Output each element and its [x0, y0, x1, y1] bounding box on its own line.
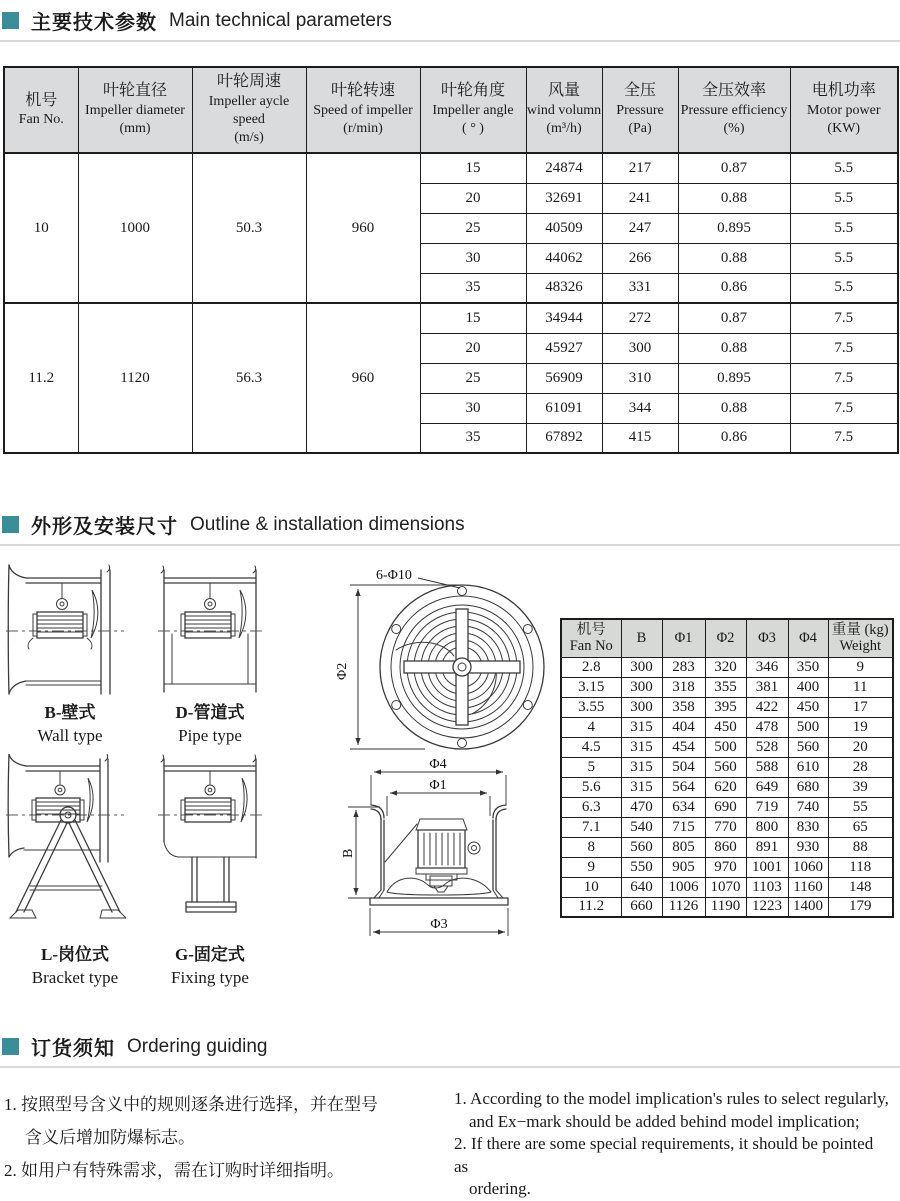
dim-table-cell: 504	[662, 757, 705, 777]
params-group-10	[4, 153, 898, 303]
bracket-type-label: L-岗位式 Bracket type	[31, 945, 119, 987]
diameter-cell: 1120	[78, 303, 192, 453]
dim-table-cell: 28	[828, 757, 893, 777]
col-header-motor-power: 电机功率 Motor power (KW)	[790, 67, 898, 153]
params-cell: 0.88	[678, 183, 790, 213]
dim-table-cell: 500	[788, 717, 828, 737]
dim-table-cell: 1160	[788, 877, 828, 897]
dim-table-cell: 39	[828, 777, 893, 797]
dim-table-cell: 118	[828, 857, 893, 877]
params-cell: 15	[420, 303, 526, 333]
ordering-note-zh-1-line1: 1. 按照型号含义中的规则逐条进行选择，并在型号	[4, 1095, 378, 1114]
params-cell: 15	[420, 153, 526, 183]
params-cell: 20	[420, 333, 526, 363]
params-cell: 415	[602, 423, 678, 453]
col-header-impeller-speed: 叶轮周速 Impeller aycle speed (m/s)	[192, 67, 306, 153]
section-title-en: Main technical parameters	[169, 9, 392, 31]
params-cell: 48326	[526, 273, 602, 303]
dim-table-row	[561, 897, 893, 917]
dim-table-row	[561, 697, 893, 717]
dim-table-cell: 8	[561, 837, 621, 857]
dim-table-cell: 6.3	[561, 797, 621, 817]
params-cell: 310	[602, 363, 678, 393]
dim-table-cell: 634	[662, 797, 705, 817]
dim-table-cell: 315	[621, 717, 662, 737]
dim-table-cell: 588	[746, 757, 788, 777]
dim-table-cell: 350	[788, 657, 828, 677]
speed-cell: 960	[306, 153, 420, 303]
dim-table-cell: 19	[828, 717, 893, 737]
dim-table-cell: 620	[705, 777, 746, 797]
dim-table-cell: 450	[705, 717, 746, 737]
dim-table-cell: 470	[621, 797, 662, 817]
dim-table-cell: 860	[705, 837, 746, 857]
section-title-en: Ordering guiding	[127, 1035, 268, 1057]
params-group-11-2	[4, 303, 898, 453]
dim-table-cell: 381	[746, 677, 788, 697]
dim-table-cell: 1060	[788, 857, 828, 877]
params-cell: 7.5	[790, 363, 898, 393]
dim-table-row	[561, 677, 893, 697]
dim-table-cell: 315	[621, 777, 662, 797]
col-header-pressure: 全压 Pressure (Pa)	[602, 67, 678, 153]
outline-drawings-area	[0, 546, 900, 1004]
dim-table-row	[561, 717, 893, 737]
dim-table-cell: 1006	[662, 877, 705, 897]
dim-table-row	[561, 777, 893, 797]
ordering-note-en-1-line2: and Ex−mark should be added behind model implication;	[469, 1111, 860, 1131]
front-view-phi2-dim: Φ2	[335, 662, 350, 680]
dim-table-cell: 540	[621, 817, 662, 837]
ordering-note-zh-2-line1: 2. 如用户有特殊需求，需在订购时详细指明。	[4, 1161, 344, 1180]
params-cell: 0.87	[678, 303, 790, 333]
speed-cell: 960	[306, 303, 420, 453]
params-cell: 5.5	[790, 213, 898, 243]
side-view-phi1-dim: Φ1	[429, 778, 447, 793]
params-cell: 32691	[526, 183, 602, 213]
params-cell: 0.86	[678, 273, 790, 303]
params-cell: 0.86	[678, 423, 790, 453]
dim-table-cell: 17	[828, 697, 893, 717]
params-cell: 30	[420, 243, 526, 273]
dim-table-cell: 346	[746, 657, 788, 677]
params-cell: 30	[420, 393, 526, 423]
dim-table-cell: 930	[788, 837, 828, 857]
dim-col-header-b: B	[621, 619, 662, 657]
side-view-phi4-dim: Φ4	[429, 758, 447, 772]
dim-table-row	[561, 817, 893, 837]
dim-table-cell: 4	[561, 717, 621, 737]
dim-col-header-phi1: Φ1	[662, 619, 705, 657]
dim-table-row	[561, 657, 893, 677]
col-header-pressure-efficiency: 全压效率 Pressure efficiency (%)	[678, 67, 790, 153]
params-cell: 331	[602, 273, 678, 303]
params-cell: 7.5	[790, 423, 898, 453]
dim-table-cell: 9	[561, 857, 621, 877]
ordering-notes-en	[454, 1088, 890, 1201]
dim-table-cell: 1190	[705, 897, 746, 917]
params-cell: 35	[420, 273, 526, 303]
fan-pipe-type-drawing	[158, 564, 262, 698]
dim-table-cell: 891	[746, 837, 788, 857]
params-cell: 0.895	[678, 363, 790, 393]
dim-table-cell: 1103	[746, 877, 788, 897]
params-cell: 20	[420, 183, 526, 213]
diameter-cell: 1000	[78, 153, 192, 303]
dim-table-cell: 1400	[788, 897, 828, 917]
dim-table-cell: 283	[662, 657, 705, 677]
dim-table-cell: 320	[705, 657, 746, 677]
dim-table-cell: 640	[621, 877, 662, 897]
params-cell: 0.88	[678, 393, 790, 423]
ordering-notes	[4, 1088, 900, 1201]
dim-table-cell: 690	[705, 797, 746, 817]
dim-col-header-fan-no: 机号 Fan No	[561, 619, 621, 657]
params-cell: 34944	[526, 303, 602, 333]
params-cell: 344	[602, 393, 678, 423]
dim-table-cell: 454	[662, 737, 705, 757]
dim-table-cell: 422	[746, 697, 788, 717]
dim-table-cell: 65	[828, 817, 893, 837]
params-cell: 241	[602, 183, 678, 213]
dim-table-cell: 10	[561, 877, 621, 897]
dim-col-header-phi3: Φ3	[746, 619, 788, 657]
dim-table-cell: 680	[788, 777, 828, 797]
dim-table-cell: 318	[662, 677, 705, 697]
params-cell: 272	[602, 303, 678, 333]
dim-table-cell: 300	[621, 697, 662, 717]
section-title-en: Outline & installation dimensions	[190, 513, 465, 535]
dim-table-cell: 1223	[746, 897, 788, 917]
col-header-impeller-diameter: 叶轮直径 Impeller diameter (mm)	[78, 67, 192, 153]
params-cell: 7.5	[790, 333, 898, 363]
dim-table-cell: 649	[746, 777, 788, 797]
params-cell: 35	[420, 423, 526, 453]
side-view-b-dim: B	[341, 848, 356, 858]
dim-table-cell: 905	[662, 857, 705, 877]
params-table	[3, 66, 899, 454]
section-bullet-icon	[2, 516, 19, 533]
aycle-speed-cell: 56.3	[192, 303, 306, 453]
dim-table-cell: 179	[828, 897, 893, 917]
params-cell: 5.5	[790, 273, 898, 303]
params-row	[4, 303, 898, 333]
dim-table-cell: 500	[705, 737, 746, 757]
fan-no-cell: 10	[4, 153, 78, 303]
section-title-zh: 订货须知	[31, 1038, 115, 1060]
col-header-rotation-speed: 叶轮转速 Speed of impeller (r/min)	[306, 67, 420, 153]
params-cell: 67892	[526, 423, 602, 453]
col-header-impeller-angle: 叶轮角度 Impeller angle ( ° )	[420, 67, 526, 153]
params-cell: 5.5	[790, 243, 898, 273]
dim-table-row	[561, 797, 893, 817]
params-cell: 0.895	[678, 213, 790, 243]
dim-table-cell: 55	[828, 797, 893, 817]
section-title-zh: 外形及安装尺寸	[31, 516, 178, 538]
dim-table-cell: 528	[746, 737, 788, 757]
params-cell: 247	[602, 213, 678, 243]
fan-no-cell: 11.2	[4, 303, 78, 453]
params-cell: 0.88	[678, 243, 790, 273]
dim-table-cell: 148	[828, 877, 893, 897]
dim-table-cell: 610	[788, 757, 828, 777]
params-cell: 61091	[526, 393, 602, 423]
dim-table-cell: 770	[705, 817, 746, 837]
dim-table-cell: 560	[788, 737, 828, 757]
col-header-wind-volume: 风量 wind volumn (m³/h)	[526, 67, 602, 153]
front-view-bolt-note: 6-Φ10	[376, 568, 412, 583]
dim-col-header-phi2: Φ2	[705, 619, 746, 657]
dim-table-cell: 970	[705, 857, 746, 877]
fixing-type-label: G-固定式 Fixing type	[171, 945, 249, 987]
dim-table-cell: 740	[788, 797, 828, 817]
dim-table-cell: 1126	[662, 897, 705, 917]
params-cell: 300	[602, 333, 678, 363]
params-cell: 7.5	[790, 393, 898, 423]
section-header-params	[0, 0, 900, 42]
dim-table-row	[561, 737, 893, 757]
dim-table-cell: 478	[746, 717, 788, 737]
dim-table-row	[561, 857, 893, 877]
params-cell: 56909	[526, 363, 602, 393]
dim-table-cell: 5	[561, 757, 621, 777]
fan-wall-type-drawing	[6, 564, 126, 698]
params-cell: 266	[602, 243, 678, 273]
dim-table-cell: 400	[788, 677, 828, 697]
dim-table-row	[561, 877, 893, 897]
dim-table-cell: 450	[788, 697, 828, 717]
section-bullet-icon	[2, 12, 19, 29]
dim-table-cell: 3.15	[561, 677, 621, 697]
dim-table-cell: 830	[788, 817, 828, 837]
dim-table-cell: 2.8	[561, 657, 621, 677]
dim-table-cell: 560	[705, 757, 746, 777]
dimensions-table-body	[561, 657, 893, 917]
dimensions-table	[560, 618, 894, 918]
dim-table-cell: 5.6	[561, 777, 621, 797]
params-cell: 0.88	[678, 333, 790, 363]
params-cell: 25	[420, 213, 526, 243]
params-cell: 5.5	[790, 153, 898, 183]
pipe-type-label: D-管道式 Pipe type	[175, 703, 245, 745]
dim-table-cell: 315	[621, 737, 662, 757]
params-cell: 40509	[526, 213, 602, 243]
params-cell: 217	[602, 153, 678, 183]
dim-col-header-weight: 重量 (kg) Weight	[828, 619, 893, 657]
ordering-note-en-2-line1: 2. If there are some special requirements, it should be pointed as	[454, 1134, 874, 1176]
fan-bracket-type-drawing	[6, 754, 126, 932]
dim-table-cell: 660	[621, 897, 662, 917]
section-bullet-icon	[2, 1038, 19, 1055]
dim-table-cell: 355	[705, 677, 746, 697]
params-cell: 0.87	[678, 153, 790, 183]
dim-table-cell: 719	[746, 797, 788, 817]
dim-table-row	[561, 837, 893, 857]
params-cell: 25	[420, 363, 526, 393]
dim-table-cell: 7.1	[561, 817, 621, 837]
dim-table-cell: 404	[662, 717, 705, 737]
dim-table-cell: 315	[621, 757, 662, 777]
dim-table-cell: 4.5	[561, 737, 621, 757]
section-header-ordering	[0, 1026, 900, 1068]
col-header-fan-no: 机号 Fan No.	[4, 67, 78, 153]
dim-table-cell: 11	[828, 677, 893, 697]
section-header-outline	[0, 504, 900, 546]
dimension-front-view-drawing	[330, 562, 546, 758]
section-title-zh: 主要技术参数	[31, 12, 157, 34]
params-cell: 24874	[526, 153, 602, 183]
dim-col-header-phi4: Φ4	[788, 619, 828, 657]
params-cell: 45927	[526, 333, 602, 363]
dim-table-cell: 1001	[746, 857, 788, 877]
dim-table-cell: 1070	[705, 877, 746, 897]
dim-table-cell: 300	[621, 657, 662, 677]
side-view-phi3-dim: Φ3	[430, 917, 448, 932]
ordering-note-en-2-line2: ordering.	[469, 1179, 531, 1198]
ordering-notes-zh	[4, 1088, 454, 1201]
params-cell: 5.5	[790, 183, 898, 213]
params-cell: 44062	[526, 243, 602, 273]
params-cell: 7.5	[790, 303, 898, 333]
dim-table-cell: 550	[621, 857, 662, 877]
dim-table-cell: 3.55	[561, 697, 621, 717]
dim-table-cell: 300	[621, 677, 662, 697]
ordering-note-zh-1-line2: 含义后增加防爆标志。	[25, 1128, 195, 1147]
dim-table-cell: 11.2	[561, 897, 621, 917]
wall-type-label: B-壁式 Wall type	[37, 703, 103, 745]
aycle-speed-cell: 50.3	[192, 153, 306, 303]
params-row	[4, 153, 898, 183]
dim-table-cell: 800	[746, 817, 788, 837]
dimension-side-view-drawing	[340, 758, 550, 950]
dim-table-cell: 88	[828, 837, 893, 857]
dim-table-cell: 20	[828, 737, 893, 757]
fan-fixing-type-drawing	[158, 754, 262, 932]
dim-table-cell: 805	[662, 837, 705, 857]
dim-table-cell: 358	[662, 697, 705, 717]
dim-table-cell: 715	[662, 817, 705, 837]
dim-table-cell: 564	[662, 777, 705, 797]
dim-table-row	[561, 757, 893, 777]
dim-table-cell: 560	[621, 837, 662, 857]
ordering-note-en-1-line1: 1. According to the model implication's rules to select regularly,	[454, 1089, 889, 1108]
dim-table-cell: 9	[828, 657, 893, 677]
dim-table-cell: 395	[705, 697, 746, 717]
